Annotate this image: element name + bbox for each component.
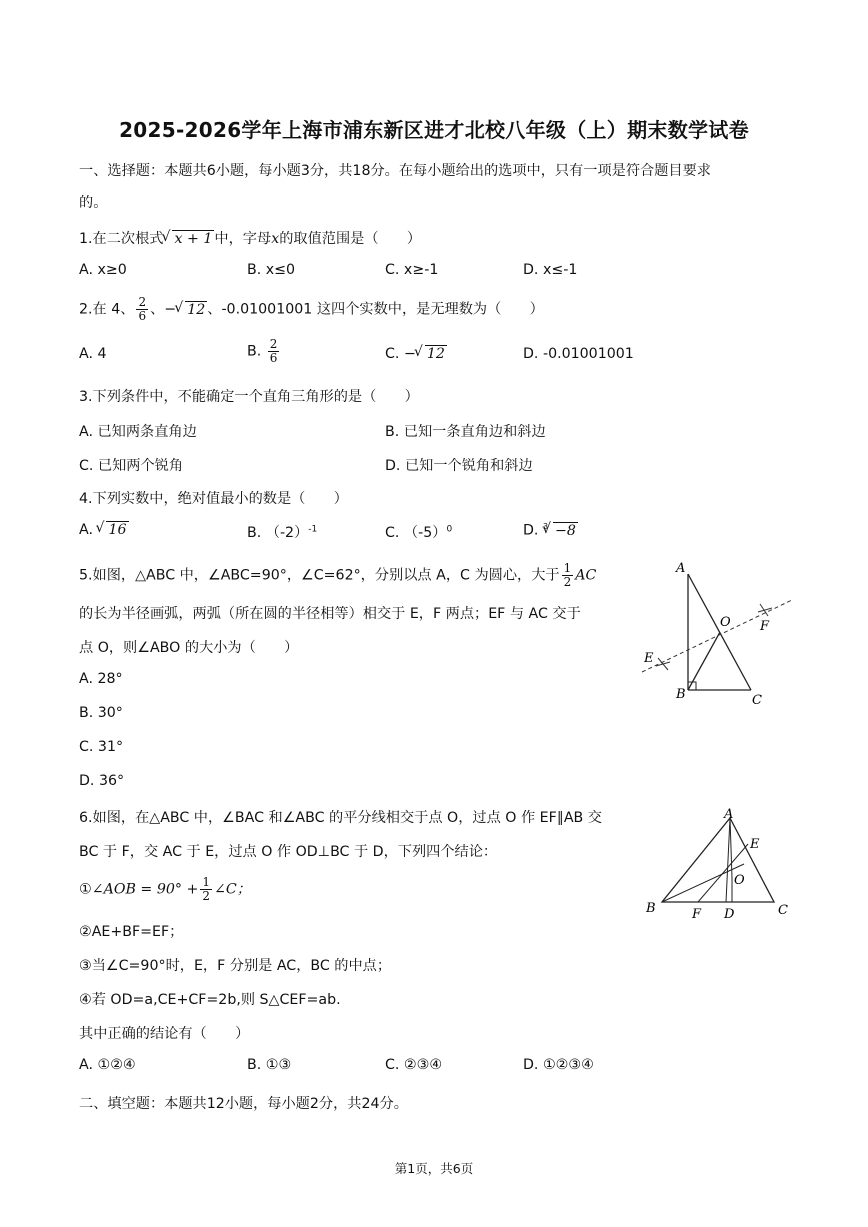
question-3-stem: 3.下列条件中，不能确定一个直角三角形的是（ ） — [79, 389, 419, 405]
q2-option-c[interactable]: C. −√ 12 — [385, 346, 447, 362]
q6-conclusion-3: ③当∠C=90°时，E，F 分别是 AC，BC 的中点； — [79, 958, 392, 974]
q4-option-d[interactable]: D. $^3$√ −8 — [523, 522, 578, 539]
q5-option-a[interactable]: A. 28° — [79, 671, 123, 687]
q2-fraction: $\frac{2}{6}$ — [138, 295, 147, 323]
question-2-stem: 2.在 4、 $\frac{2}{6}$ 、−√ 12 、-0.01001001 这四个实数中，是无理数为（ ） — [79, 296, 544, 323]
q1-text-pre: 1.在二次根式 — [79, 231, 164, 247]
section-2-heading: 二、填空题：本题共12小题，每小题2分，共24分。 — [79, 1096, 408, 1112]
q2-option-b[interactable]: B. $\frac{2}{6}$ — [247, 337, 278, 365]
q6-option-a[interactable]: A. ①②④ — [79, 1057, 136, 1073]
question-5-stem-3: 点 O，则∠ABO 的大小为（ ） — [79, 640, 299, 656]
q5-option-d[interactable]: D. 36° — [79, 773, 125, 789]
q6-conclusion-4: ④若 OD=a,CE+CF=2b,则 S△CEF=ab. — [79, 992, 341, 1008]
q5-label-f: F — [760, 619, 770, 634]
q6-segment-od-line — [726, 818, 730, 902]
q6-label-f: F — [692, 907, 702, 922]
question-5-stem-2: 的长为半径画弧，两弧（所在圆的半径相等）相交于 E，F 两点；EF 与 AC 交于 — [79, 606, 581, 622]
q6-option-c[interactable]: C. ②③④ — [385, 1057, 443, 1073]
section-1-heading: 一、选择题：本题共6小题，每小题3分，共18分。在每小题给出的选项中，只有一项是符合题目要求 — [79, 163, 711, 179]
question-6-stem-2: BC 于 F，交 AC 于 E，过点 O 作 OD⊥BC 于 D，下列四个结论： — [79, 844, 498, 860]
q4-option-a[interactable]: A. √ 16 — [79, 522, 129, 538]
q3-option-a[interactable]: A. 已知两条直角边 — [79, 424, 197, 440]
q1-option-b[interactable]: B. x≤0 — [247, 262, 296, 278]
q3-option-c[interactable]: C. 已知两个锐角 — [79, 458, 184, 474]
q5-line-ef — [642, 600, 792, 672]
q6-label-e: E — [750, 837, 760, 852]
q6-conclusion-2: ②AE+BF=EF； — [79, 924, 184, 940]
q5-label-o: O — [720, 615, 731, 630]
q2-option-d[interactable]: D. -0.01001001 — [523, 346, 634, 362]
q5-label-a: A — [676, 561, 686, 576]
q5-option-c[interactable]: C. 31° — [79, 739, 124, 755]
q4-option-c[interactable]: C. $(-5)^0$ — [385, 524, 453, 541]
q5-triangle-figure — [636, 556, 796, 708]
q6-option-d[interactable]: D. ①②③④ — [523, 1057, 594, 1073]
q3-option-d[interactable]: D. 已知一个锐角和斜边 — [385, 458, 533, 474]
q6-label-b: B — [646, 901, 656, 916]
q6-triangle-figure — [640, 806, 796, 924]
q5-label-e: E — [644, 651, 654, 666]
q5-segment-bo — [688, 632, 720, 690]
q2-option-a[interactable]: A. 4 — [79, 346, 107, 362]
question-4-stem: 4.下列实数中，绝对值最小的数是（ ） — [79, 491, 348, 507]
q6-conclusion-1: ①∠AOB = 90° + $\frac{1}{2}$ ∠C； — [79, 875, 251, 903]
q5-label-c: C — [752, 693, 762, 708]
q1-sqrt: √ x + 1 — [163, 231, 214, 247]
question-1-stem: 1.在二次根式√ x + 1 中，字母x的取值范围是（ ） — [79, 228, 421, 248]
q5-label-b: B — [676, 687, 686, 702]
page-title: 2025-2026学年上海市浦东新区进才北校八年级（上）期末数学试卷 — [119, 118, 749, 142]
question-5-stem: 5.如图，△ABC 中，∠ABC=90°，∠C=62°，分别以点 A，C 为圆心，大于 $\frac{1}{2}$ AC — [79, 561, 597, 589]
q5-option-b[interactable]: B. 30° — [79, 705, 123, 721]
q6-triangle-abc — [662, 818, 774, 902]
q6-label-c: C — [778, 903, 788, 918]
question-6-stem: 6.如图，在△ABC 中，∠BAC 和∠ABC 的平分线相交于点 O，过点 O 作 EF∥AB 交 — [79, 810, 602, 826]
q6-ask: 其中正确的结论有（ ） — [79, 1026, 250, 1042]
q4-option-b[interactable]: B. $(-2)^{-1}$ — [247, 524, 318, 541]
q1-option-a[interactable]: A. x≥0 — [79, 262, 127, 278]
q6-label-o: O — [734, 873, 745, 888]
section-1-heading-cont: 的。 — [79, 195, 108, 211]
q6-option-b[interactable]: B. ①③ — [247, 1057, 292, 1073]
q6-bisector-ao — [730, 818, 732, 878]
page-footer: 第1页，共6页 — [394, 1161, 474, 1176]
q3-option-b[interactable]: B. 已知一条直角边和斜边 — [385, 424, 546, 440]
q1-option-c[interactable]: C. x≥-1 — [385, 262, 439, 278]
q6-label-d: D — [724, 907, 735, 922]
q1-option-d[interactable]: D. x≤-1 — [523, 262, 578, 278]
q6-label-a: A — [724, 807, 734, 822]
